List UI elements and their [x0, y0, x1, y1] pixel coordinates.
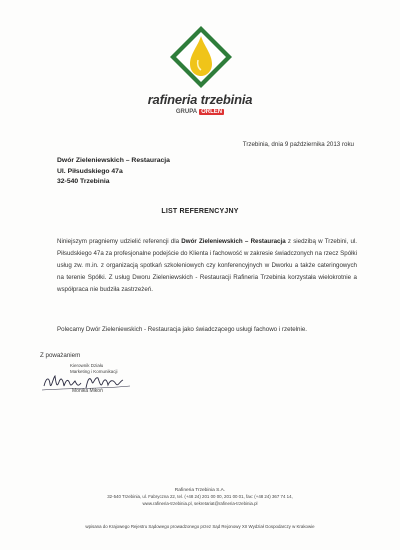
body-p1-start: Niniejszym pragniemy udzielić referencji dla — [57, 238, 182, 245]
regards-line: Z poważaniem — [40, 352, 81, 359]
brand-group — [0, 109, 400, 115]
stamp-line1: Kierownik Działu — [70, 363, 104, 368]
addressee-block — [57, 156, 170, 188]
letter-title: LIST REFERENCYJNY — [161, 208, 239, 215]
body-p1-end: z siedzibą w Trzebini, ul. Piłsudskiego 47a za profesjonalne podejście do Klienta i fachowość w zakresie świadczonych na rzecz Spółki usług zw. m.in. z organizacją spotkań szkoleniowych czy konferencyjnych w Dworku a także cateringowych na terenie Spółki. Z usług Dworu Zieleniewskich - Restauracji Rafineria Trzebinia korzystała wielokrotnie a współpraca nie budziła zastrzeżeń. — [57, 238, 357, 293]
recommendation-line: Polecamy Dwór Zieleniewskich - Restauracja jako świadczącego usługi fachowo i rzetelnie. — [57, 326, 308, 333]
group-label: GRUPA — [175, 109, 198, 115]
footer-address: 32-540 Trzebinia, ul. Fabryczna 22, tel. (+48 24) 201 00 00, 201 00 01, fax: (+48 24) 367 74 14, — [107, 494, 293, 500]
addressee-city: 32-540 Trzebinia — [57, 178, 110, 185]
letter-footer — [0, 488, 400, 530]
letter-body — [57, 236, 357, 296]
addressee-street: Ul. Piłsudskiego 47a — [57, 167, 123, 175]
footer-company: Rafineria Trzebinia S.A. — [174, 488, 226, 493]
footer-registry: wpisana do Krajowego Rejestru Sądowego prowadzonego przez Sąd Rejonowy XII Wydział Gospodarczy w Krakowie — [85, 523, 315, 529]
stamp-line2: Marketing i Komunikacji — [70, 368, 118, 374]
footer-web: www.rafineria-trzebinia.pl, sekretariat@rafineria-trzebinia.pl — [142, 500, 258, 506]
brand-block — [0, 92, 400, 115]
addressee-name: Dwór Zieleniewskich – Restauracja — [57, 157, 170, 164]
orlen-badge: ORLEN — [201, 109, 223, 115]
letter-date: Trzebinia, dnia 9 października 2013 roku — [242, 141, 354, 148]
brand-name: rafineria trzebinia — [147, 92, 253, 107]
rafineria-logo-icon — [168, 24, 234, 90]
signer-name: Monika Mikoń — [72, 388, 103, 394]
body-p1-bold: Dwór Zieleniewskich – Restauracja — [181, 238, 286, 245]
